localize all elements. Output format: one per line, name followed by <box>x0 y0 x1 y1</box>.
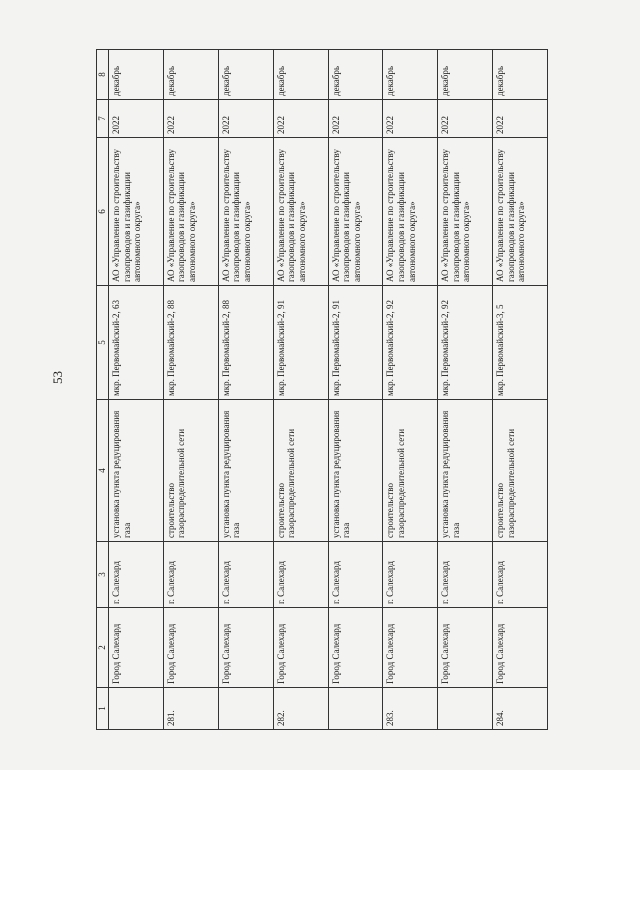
owner-cell: Город Салехард <box>109 608 164 688</box>
registry-table-container <box>96 50 548 730</box>
work-type-cell: установка пункта редуцирования газа <box>328 400 383 542</box>
address-cell: мкр. Первомайский-2, 88 <box>218 286 273 400</box>
table-row <box>163 50 218 730</box>
page-number: 53 <box>50 371 65 384</box>
row-number-cell: 284. <box>493 688 548 730</box>
address-cell: мкр. Первомайский-2, 91 <box>328 286 383 400</box>
owner-cell: Город Салехард <box>273 608 328 688</box>
year-cell: 2022 <box>163 100 218 138</box>
table-row <box>328 50 383 730</box>
executor-cell: АО «Управление по строительству газопроводов и газификации автономного округа» <box>493 138 548 286</box>
address-cell: мкр. Первомайский-2, 88 <box>163 286 218 400</box>
month-cell: декабрь <box>163 50 218 100</box>
month-cell: декабрь <box>493 50 548 100</box>
city-cell: г. Салехард <box>383 542 438 608</box>
column-header: 8 <box>97 50 109 100</box>
city-cell: г. Салехард <box>109 542 164 608</box>
owner-cell: Город Салехард <box>328 608 383 688</box>
column-header: 3 <box>97 542 109 608</box>
owner-cell: Город Салехард <box>163 608 218 688</box>
header-row <box>97 50 109 730</box>
column-header: 6 <box>97 138 109 286</box>
executor-cell: АО «Управление по строительству газопроводов и газификации автономного округа» <box>163 138 218 286</box>
address-cell: мкр. Первомайский-2, 92 <box>383 286 438 400</box>
year-cell: 2022 <box>273 100 328 138</box>
month-cell: декабрь <box>218 50 273 100</box>
work-type-cell: установка пункта редуцирования газа <box>438 400 493 542</box>
table-row <box>273 50 328 730</box>
work-type-cell: строительство газораспределительной сети <box>273 400 328 542</box>
address-cell: мкр. Первомайский-2, 91 <box>273 286 328 400</box>
owner-cell: Город Салехард <box>438 608 493 688</box>
column-header: 5 <box>97 286 109 400</box>
executor-cell: АО «Управление по строительству газопроводов и газификации автономного округа» <box>383 138 438 286</box>
year-cell: 2022 <box>493 100 548 138</box>
month-cell: декабрь <box>383 50 438 100</box>
column-header: 7 <box>97 100 109 138</box>
column-header: 4 <box>97 400 109 542</box>
table-row <box>438 50 493 730</box>
address-cell: мкр. Первомайский-3, 5 <box>493 286 548 400</box>
row-number-cell: 281. <box>163 688 218 730</box>
column-header: 2 <box>97 608 109 688</box>
executor-cell: АО «Управление по строительству газопроводов и газификации автономного округа» <box>328 138 383 286</box>
owner-cell: Город Салехард <box>218 608 273 688</box>
row-number-cell <box>438 688 493 730</box>
month-cell: декабрь <box>328 50 383 100</box>
address-cell: мкр. Первомайский-2, 63 <box>109 286 164 400</box>
work-type-cell: установка пункта редуцирования газа <box>109 400 164 542</box>
work-type-cell: строительство газораспределительной сети <box>163 400 218 542</box>
owner-cell: Город Салехард <box>383 608 438 688</box>
work-type-cell: строительство газораспределительной сети <box>383 400 438 542</box>
month-cell: декабрь <box>109 50 164 100</box>
executor-cell: АО «Управление по строительству газопроводов и газификации автономного округа» <box>109 138 164 286</box>
city-cell: г. Салехард <box>438 542 493 608</box>
table-row <box>109 50 164 730</box>
address-cell: мкр. Первомайский-2, 92 <box>438 286 493 400</box>
row-number-cell <box>328 688 383 730</box>
row-number-cell: 282. <box>273 688 328 730</box>
executor-cell: АО «Управление по строительству газопроводов и газификации автономного округа» <box>438 138 493 286</box>
year-cell: 2022 <box>383 100 438 138</box>
city-cell: г. Салехард <box>328 542 383 608</box>
table-row <box>493 50 548 730</box>
year-cell: 2022 <box>218 100 273 138</box>
table-row <box>383 50 438 730</box>
table-row <box>218 50 273 730</box>
month-cell: декабрь <box>273 50 328 100</box>
city-cell: г. Салехард <box>163 542 218 608</box>
executor-cell: АО «Управление по строительству газопроводов и газификации автономного округа» <box>218 138 273 286</box>
row-number-cell <box>109 688 164 730</box>
row-number-cell <box>218 688 273 730</box>
column-header: 1 <box>97 688 109 730</box>
city-cell: г. Салехард <box>493 542 548 608</box>
city-cell: г. Салехард <box>218 542 273 608</box>
row-number-cell: 283. <box>383 688 438 730</box>
work-type-cell: строительство газораспределительной сети <box>493 400 548 542</box>
executor-cell: АО «Управление по строительству газопроводов и газификации автономного округа» <box>273 138 328 286</box>
month-cell: декабрь <box>438 50 493 100</box>
owner-cell: Город Салехард <box>493 608 548 688</box>
work-type-cell: установка пункта редуцирования газа <box>218 400 273 542</box>
registry-table <box>96 49 548 730</box>
year-cell: 2022 <box>328 100 383 138</box>
year-cell: 2022 <box>438 100 493 138</box>
year-cell: 2022 <box>109 100 164 138</box>
city-cell: г. Салехард <box>273 542 328 608</box>
